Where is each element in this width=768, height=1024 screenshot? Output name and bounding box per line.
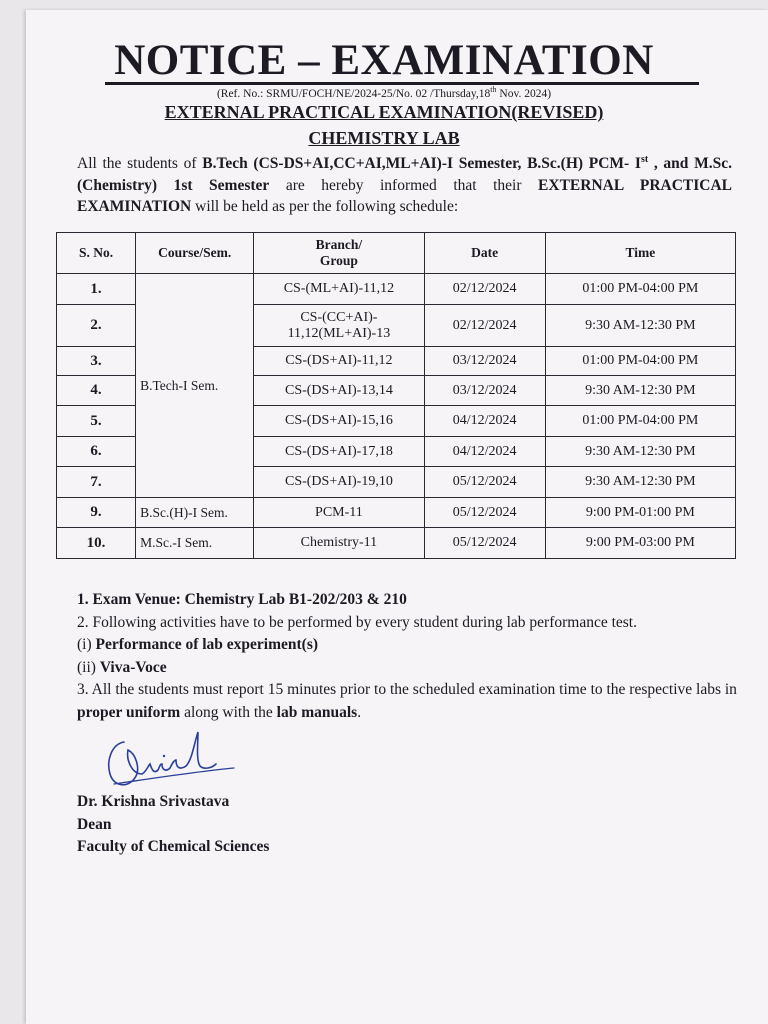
- signature: [102, 730, 242, 792]
- table-row: [57, 498, 736, 528]
- cell-sno: 4.: [57, 376, 136, 406]
- cell-branch: CS-(CC+AI)- 11,12(ML+AI)-13: [254, 305, 424, 347]
- cell-course-btech: B.Tech-I Sem.: [136, 274, 254, 498]
- note-reporting: 3. All the students must report 15 minutes prior to the scheduled examination time to the respective labs in proper uniform along with the lab manuals.: [77, 681, 737, 721]
- cell-time: 9:30 AM-12:30 PM: [545, 305, 735, 347]
- note-venue: 1. Exam Venue: Chemistry Lab B1-202/203 & 210: [77, 591, 407, 608]
- cell-branch: CS-(DS+AI)-17,18: [254, 437, 424, 467]
- header-branch: Branch/ Group: [254, 233, 424, 274]
- cell-sno: 3.: [57, 347, 136, 376]
- lab-title: CHEMISTRY LAB: [308, 128, 460, 148]
- cell-time: 9:30 AM-12:30 PM: [545, 437, 735, 467]
- signatory-designation: Dean: [77, 815, 112, 833]
- notes-section: [77, 589, 737, 724]
- table-row: [57, 274, 736, 305]
- signatory-name: Dr. Krishna Srivastava: [77, 793, 230, 810]
- signatory-block: [77, 791, 269, 859]
- cell-time: 9:00 PM-03:00 PM: [545, 528, 735, 559]
- cell-sno: 6.: [57, 437, 136, 467]
- cell-course: M.Sc.-I Sem.: [136, 528, 254, 559]
- cell-sno: 9.: [57, 498, 136, 528]
- cell-time: 9:30 AM-12:30 PM: [545, 467, 735, 498]
- exam-schedule-table: [56, 232, 736, 559]
- header-time: Time: [545, 233, 735, 274]
- cell-date: 03/12/2024: [424, 376, 545, 406]
- cell-date: 04/12/2024: [424, 406, 545, 437]
- cell-date: 04/12/2024: [424, 437, 545, 467]
- note-activity-1: (i) Performance of lab experiment(s): [77, 636, 319, 653]
- cell-time: 9:00 PM-01:00 PM: [545, 498, 735, 528]
- cell-date: 02/12/2024: [424, 305, 545, 347]
- cell-sno: 7.: [57, 467, 136, 498]
- cell-branch: CS-(ML+AI)-11,12: [254, 274, 424, 305]
- intro-paragraph: All the students of B.Tech (CS-DS+AI,CC+AI,ML+AI)-I Semester, B.Sc.(H) PCM- Ist , and M.Sc. (Chemistry) 1st Semester are hereby informed that their EXTERNAL PRACTICAL EXAMINATION will be held as per the following schedule:: [77, 154, 732, 216]
- cell-date: 05/12/2024: [424, 467, 545, 498]
- cell-time: 01:00 PM-04:00 PM: [545, 406, 735, 437]
- cell-course: B.Sc.(H)-I Sem.: [136, 498, 254, 528]
- cell-sno: 2.: [57, 305, 136, 347]
- cell-time: 9:30 AM-12:30 PM: [545, 376, 735, 406]
- cell-date: 05/12/2024: [424, 528, 545, 559]
- cell-time: 01:00 PM-04:00 PM: [545, 347, 735, 376]
- cell-branch: CS-(DS+AI)-11,12: [254, 347, 424, 376]
- notice-title: NOTICE – EXAMINATION: [114, 37, 654, 84]
- note-activity-2: (ii) Viva-Voce: [77, 658, 167, 676]
- cell-date: 02/12/2024: [424, 274, 545, 305]
- notice-subtitle: EXTERNAL PRACTICAL EXAMINATION(REVISED): [164, 102, 604, 122]
- cell-date: 05/12/2024: [424, 498, 545, 528]
- cell-sno: 5.: [57, 406, 136, 437]
- table-row: [57, 528, 736, 559]
- cell-sno: 1.: [57, 274, 136, 305]
- table-header-row: [57, 233, 736, 274]
- cell-time: 01:00 PM-04:00 PM: [545, 274, 735, 305]
- header-course: Course/Sem.: [136, 233, 254, 274]
- cell-date: 03/12/2024: [424, 347, 545, 376]
- header-sno: S. No.: [57, 233, 136, 274]
- reference-number: (Ref. No.: SRMU/FOCH/NE/2024-25/No. 02 /Thursday,18th Nov. 2024): [216, 85, 552, 100]
- signatory-faculty: Faculty of Chemical Sciences: [77, 838, 270, 855]
- cell-branch: CS-(DS+AI)-19,10: [254, 467, 424, 498]
- note-activities: 2. Following activities have to be performed by every student during lab performance test.: [77, 613, 637, 631]
- cell-branch: CS-(DS+AI)-15,16: [254, 406, 424, 437]
- cell-sno: 10.: [57, 528, 136, 559]
- cell-branch: CS-(DS+AI)-13,14: [254, 376, 424, 406]
- header-date: Date: [424, 233, 545, 274]
- cell-branch: PCM-11: [254, 498, 424, 528]
- cell-branch: Chemistry-11: [254, 528, 424, 559]
